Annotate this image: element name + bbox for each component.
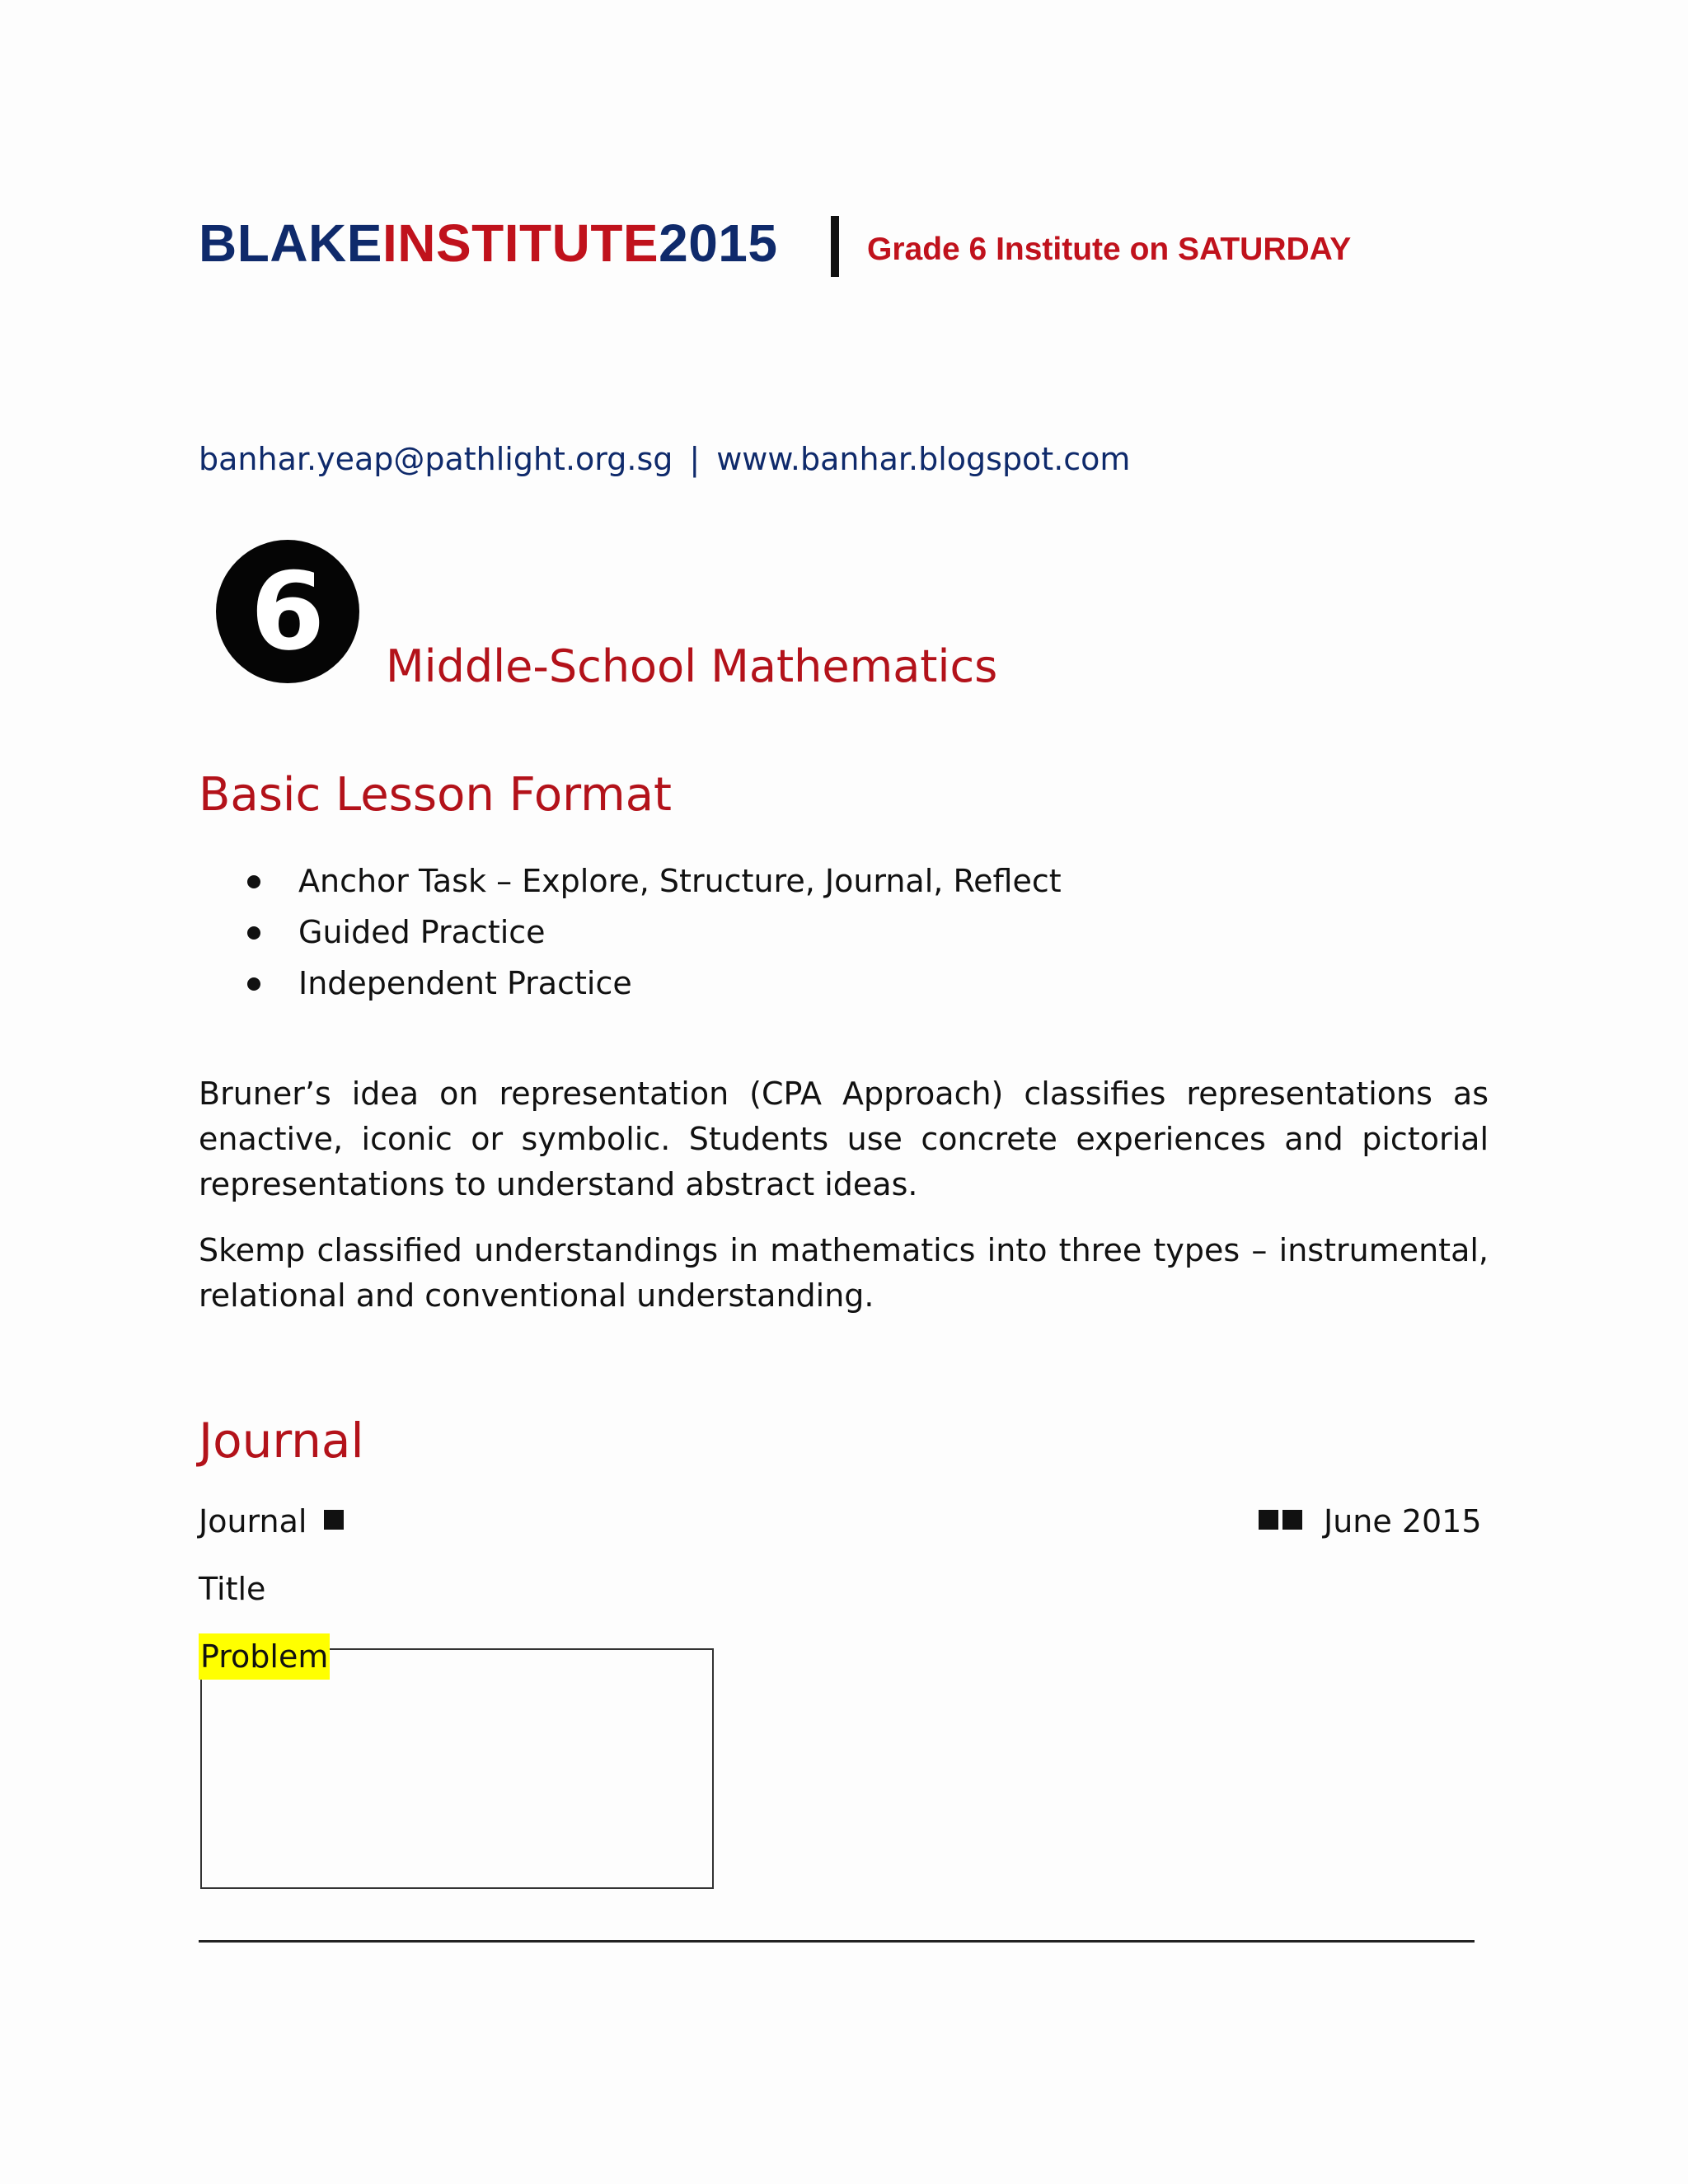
journal-date: June 2015 [1324, 1503, 1482, 1540]
bruner-paragraph: Bruner’s idea on representation (CPA Approach) classifies representations as enactive, iconic or symbolic. Students use concrete experiences and pictorial representations to understand abstract ideas. [199, 1076, 1489, 1202]
list-item-text: Guided Practice [298, 914, 546, 950]
brand-title [199, 210, 777, 276]
header-subtitle: Grade 6 Institute on SATURDAY [867, 232, 1352, 267]
bullet-icon [247, 977, 260, 991]
bullet-icon [247, 875, 260, 888]
list-item [247, 958, 1062, 1009]
date-day-placeholder-icon [1259, 1510, 1278, 1530]
contact-separator: | [689, 441, 701, 477]
brand-year: 2015 [659, 213, 778, 273]
list-item [247, 907, 1062, 958]
bottom-divider [199, 1940, 1475, 1943]
header-divider [831, 216, 839, 277]
problem-label: Problem [199, 1633, 330, 1680]
journal-heading: Journal [199, 1413, 364, 1469]
brand-blake: BLAKE [199, 213, 382, 273]
lesson-format-list [247, 855, 1062, 1009]
section-title: Middle-School Mathematics [386, 640, 998, 692]
journal-number-label: Journal [199, 1503, 307, 1540]
contact-website[interactable]: www.banhar.blogspot.com [716, 441, 1131, 477]
list-item-text: Independent Practice [298, 965, 632, 1001]
list-item-text: Anchor Task – Explore, Structure, Journal, Reflect [298, 863, 1062, 899]
brand-institute: INSTITUTE [382, 213, 659, 273]
bullet-icon [247, 926, 260, 940]
title-label: Title [199, 1571, 266, 1607]
section-number-badge: 6 [216, 540, 359, 683]
problem-box[interactable] [200, 1648, 714, 1889]
contact-line [199, 438, 1130, 480]
skemp-paragraph: Skemp classified understandings in mathematics into three types – instrumental, relational and conventional understanding. [199, 1232, 1489, 1314]
journal-number-placeholder-icon [324, 1510, 344, 1530]
list-item [247, 855, 1062, 907]
date-day-placeholder-icon [1282, 1510, 1302, 1530]
lesson-format-heading: Basic Lesson Format [199, 768, 672, 822]
contact-email[interactable]: banhar.yeap@pathlight.org.sg [199, 441, 673, 477]
